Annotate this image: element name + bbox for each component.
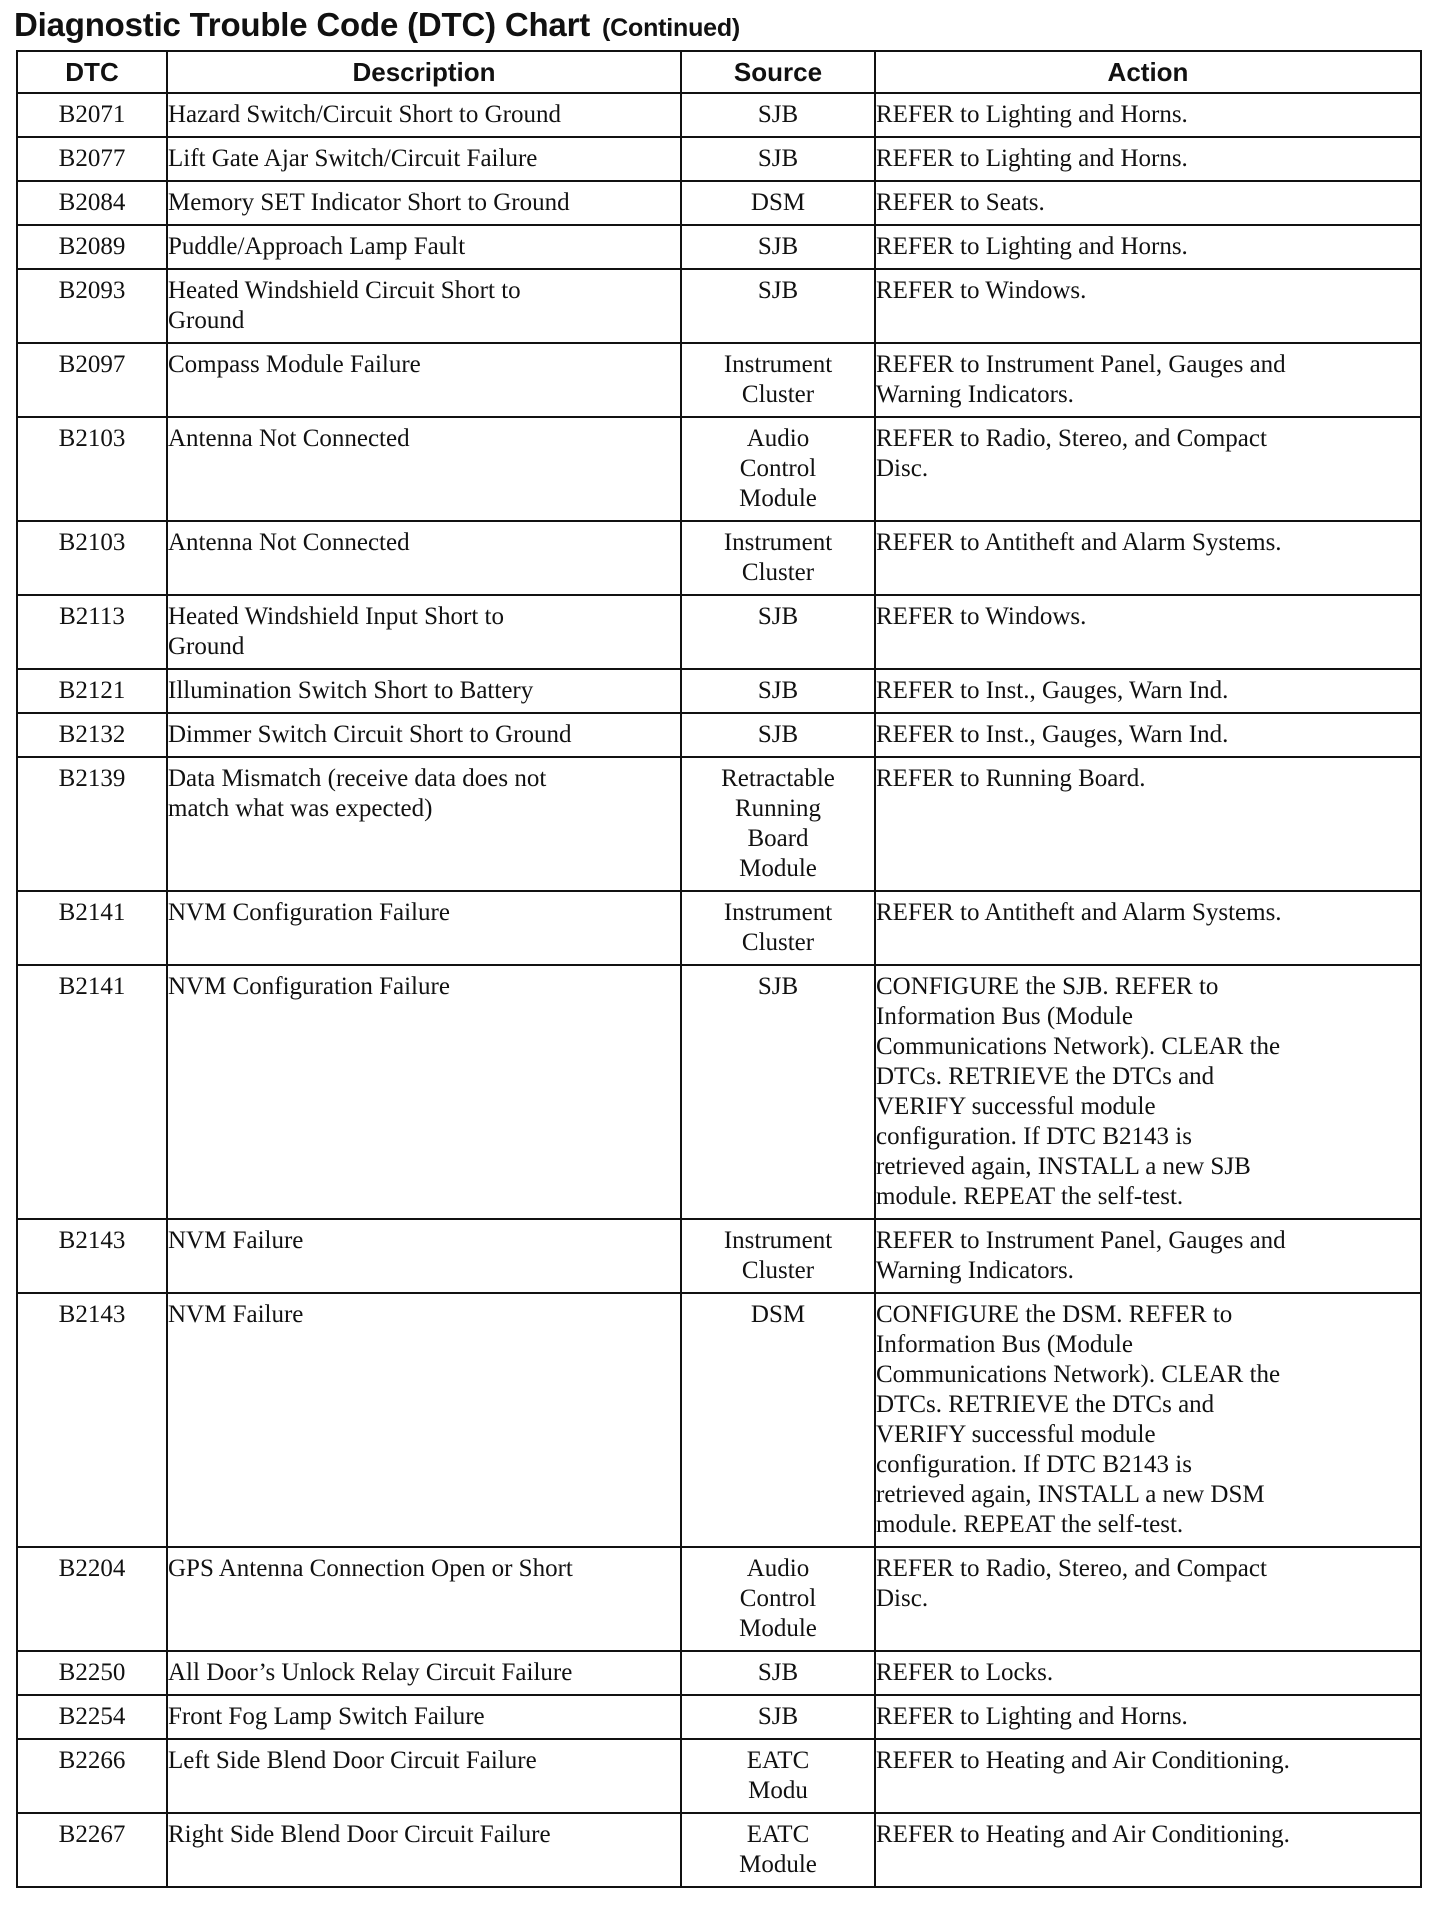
header-source: Source	[681, 51, 875, 93]
action-line: retrieved again, INSTALL a new DSM	[876, 1481, 1265, 1508]
source-line: Module	[739, 485, 817, 512]
action-line: REFER to Instrument Panel, Gauges and	[876, 351, 1286, 378]
source-cell	[681, 1739, 875, 1813]
description-cell	[167, 669, 681, 713]
source-line: Instrument	[723, 529, 833, 556]
source-line: Running	[734, 795, 822, 822]
action-cell	[875, 1813, 1421, 1887]
action-line: REFER to Windows.	[876, 277, 1087, 304]
source-line: SJB	[757, 973, 799, 1000]
dtc-code-cell: B2204	[17, 1547, 167, 1651]
source-cell	[681, 1651, 875, 1695]
description-line: Right Side Blend Door Circuit Failure	[168, 1821, 551, 1848]
description-line: NVM Failure	[168, 1227, 304, 1254]
action-line: REFER to Lighting and Horns.	[876, 101, 1188, 128]
source-cell	[681, 225, 875, 269]
description-cell	[167, 1695, 681, 1739]
action-line: REFER to Antitheft and Alarm Systems.	[876, 529, 1282, 556]
source-cell	[681, 137, 875, 181]
action-line: Information Bus (Module	[876, 1331, 1133, 1358]
table-body	[17, 93, 1421, 1887]
action-line: CONFIGURE the SJB. REFER to	[876, 973, 1219, 1000]
action-cell	[875, 137, 1421, 181]
source-cell	[681, 713, 875, 757]
action-cell	[875, 181, 1421, 225]
description-line: Memory SET Indicator Short to Ground	[168, 189, 570, 216]
table-row	[17, 93, 1421, 137]
action-cell	[875, 225, 1421, 269]
action-cell	[875, 521, 1421, 595]
action-cell	[875, 1739, 1421, 1813]
source-cell	[681, 1695, 875, 1739]
table-row	[17, 1651, 1421, 1695]
source-line: Instrument	[723, 351, 833, 378]
description-line: GPS Antenna Connection Open or Short	[168, 1555, 573, 1582]
description-line: Puddle/Approach Lamp Fault	[168, 233, 466, 260]
description-line: Heated Windshield Circuit Short to	[168, 277, 521, 304]
dtc-code-cell: B2071	[17, 93, 167, 137]
source-line: SJB	[757, 145, 799, 172]
description-line: Lift Gate Ajar Switch/Circuit Failure	[168, 145, 538, 172]
source-line: Cluster	[741, 1257, 815, 1284]
source-line: SJB	[757, 277, 799, 304]
source-cell	[681, 1219, 875, 1293]
dtc-code-cell: B2250	[17, 1651, 167, 1695]
table-row	[17, 417, 1421, 521]
dtc-code-cell: B2084	[17, 181, 167, 225]
description-line: match what was expected)	[168, 795, 433, 822]
action-line: REFER to Lighting and Horns.	[876, 145, 1188, 172]
dtc-code-cell: B2141	[17, 891, 167, 965]
table-row	[17, 521, 1421, 595]
table-row	[17, 1739, 1421, 1813]
source-line: SJB	[757, 101, 799, 128]
action-cell	[875, 1547, 1421, 1651]
action-cell	[875, 417, 1421, 521]
action-line: Warning Indicators.	[876, 381, 1074, 408]
action-line: Information Bus (Module	[876, 1003, 1133, 1030]
action-cell	[875, 1219, 1421, 1293]
source-cell	[681, 1813, 875, 1887]
source-cell	[681, 269, 875, 343]
action-line: REFER to Radio, Stereo, and Compact	[876, 1555, 1267, 1582]
dtc-code-cell: B2132	[17, 713, 167, 757]
action-line: VERIFY successful module	[876, 1093, 1156, 1120]
dtc-code-cell: B2267	[17, 1813, 167, 1887]
description-line: Ground	[168, 307, 245, 334]
source-line: SJB	[757, 1703, 799, 1730]
description-line: Ground	[168, 633, 245, 660]
dtc-code-cell: B2141	[17, 965, 167, 1219]
description-line: Antenna Not Connected	[168, 529, 410, 556]
page-title	[14, 6, 740, 44]
action-line: configuration. If DTC B2143 is	[876, 1451, 1192, 1478]
description-line: Antenna Not Connected	[168, 425, 410, 452]
action-cell	[875, 891, 1421, 965]
action-cell	[875, 93, 1421, 137]
description-cell	[167, 595, 681, 669]
description-cell	[167, 1651, 681, 1695]
source-line: Audio	[746, 425, 810, 452]
source-line: SJB	[757, 603, 799, 630]
source-cell	[681, 343, 875, 417]
action-line: Warning Indicators.	[876, 1257, 1074, 1284]
action-line: REFER to Inst., Gauges, Warn Ind.	[876, 721, 1229, 748]
action-cell	[875, 1695, 1421, 1739]
source-cell	[681, 417, 875, 521]
table-row	[17, 669, 1421, 713]
action-line: CONFIGURE the DSM. REFER to	[876, 1301, 1233, 1328]
action-cell	[875, 669, 1421, 713]
table-row	[17, 1293, 1421, 1547]
table-row	[17, 225, 1421, 269]
description-cell	[167, 225, 681, 269]
description-line: Heated Windshield Input Short to	[168, 603, 504, 630]
source-line: Cluster	[741, 929, 815, 956]
table-row	[17, 269, 1421, 343]
source-line: Module	[739, 1615, 817, 1642]
table-row	[17, 713, 1421, 757]
source-line: DSM	[750, 1301, 806, 1328]
action-line: Communications Network). CLEAR the	[876, 1361, 1281, 1388]
action-line: REFER to Windows.	[876, 603, 1087, 630]
table-row	[17, 181, 1421, 225]
header-dtc: DTC	[17, 51, 167, 93]
description-line: Front Fog Lamp Switch Failure	[168, 1703, 485, 1730]
source-line: Module	[739, 855, 817, 882]
action-line: REFER to Inst., Gauges, Warn Ind.	[876, 677, 1229, 704]
dtc-code-cell: B2097	[17, 343, 167, 417]
action-line: Disc.	[876, 455, 929, 482]
dtc-table	[16, 50, 1422, 1888]
source-cell	[681, 757, 875, 891]
source-line: Cluster	[741, 559, 815, 586]
description-cell	[167, 521, 681, 595]
action-cell	[875, 1651, 1421, 1695]
description-cell	[167, 891, 681, 965]
action-cell	[875, 757, 1421, 891]
source-line: Module	[739, 1851, 817, 1878]
dtc-code-cell: B2113	[17, 595, 167, 669]
header-action: Action	[875, 51, 1421, 93]
table-header-row	[17, 51, 1421, 93]
action-line: REFER to Seats.	[876, 189, 1045, 216]
table-row	[17, 1219, 1421, 1293]
source-line: SJB	[757, 721, 799, 748]
action-line: DTCs. RETRIEVE the DTCs and	[876, 1063, 1215, 1090]
source-cell	[681, 1547, 875, 1651]
dtc-code-cell: B2254	[17, 1695, 167, 1739]
description-cell	[167, 1547, 681, 1651]
description-line: Left Side Blend Door Circuit Failure	[168, 1747, 537, 1774]
action-cell	[875, 595, 1421, 669]
description-cell	[167, 181, 681, 225]
dtc-code-cell: B2077	[17, 137, 167, 181]
action-line: REFER to Radio, Stereo, and Compact	[876, 425, 1267, 452]
source-line: SJB	[757, 677, 799, 704]
source-line: DSM	[750, 189, 806, 216]
description-cell	[167, 713, 681, 757]
source-line: Instrument	[723, 899, 833, 926]
dtc-code-cell: B2143	[17, 1293, 167, 1547]
description-cell	[167, 757, 681, 891]
source-line: Audio	[746, 1555, 810, 1582]
source-cell	[681, 521, 875, 595]
dtc-code-cell: B2103	[17, 417, 167, 521]
action-line: REFER to Antitheft and Alarm Systems.	[876, 899, 1282, 926]
source-line: EATC	[746, 1821, 810, 1848]
table-row	[17, 965, 1421, 1219]
description-line: NVM Configuration Failure	[168, 973, 450, 1000]
action-line: Disc.	[876, 1585, 929, 1612]
action-cell	[875, 269, 1421, 343]
source-cell	[681, 595, 875, 669]
table-row	[17, 137, 1421, 181]
action-line: REFER to Running Board.	[876, 765, 1146, 792]
title-main: Diagnostic Trouble Code (DTC) Chart	[14, 6, 591, 43]
source-line: SJB	[757, 1659, 799, 1686]
description-cell	[167, 269, 681, 343]
source-cell	[681, 93, 875, 137]
description-cell	[167, 93, 681, 137]
dtc-code-cell: B2103	[17, 521, 167, 595]
table-row	[17, 1695, 1421, 1739]
action-line: REFER to Heating and Air Conditioning.	[876, 1747, 1290, 1774]
action-line: module. REPEAT the self-test.	[876, 1183, 1184, 1210]
action-line: configuration. If DTC B2143 is	[876, 1123, 1192, 1150]
header-description: Description	[167, 51, 681, 93]
description-line: NVM Failure	[168, 1301, 304, 1328]
source-line: Control	[739, 455, 817, 482]
table-row	[17, 891, 1421, 965]
source-cell	[681, 181, 875, 225]
action-line: VERIFY successful module	[876, 1421, 1156, 1448]
action-line: REFER to Lighting and Horns.	[876, 1703, 1188, 1730]
dtc-code-cell: B2121	[17, 669, 167, 713]
description-cell	[167, 1293, 681, 1547]
description-cell	[167, 1219, 681, 1293]
dtc-code-cell: B2266	[17, 1739, 167, 1813]
description-cell	[167, 965, 681, 1219]
source-line: Modu	[748, 1777, 808, 1804]
action-cell	[875, 343, 1421, 417]
description-cell	[167, 137, 681, 181]
table-row	[17, 757, 1421, 891]
action-line: REFER to Heating and Air Conditioning.	[876, 1821, 1290, 1848]
source-line: Control	[739, 1585, 817, 1612]
table-row	[17, 1547, 1421, 1651]
action-line: DTCs. RETRIEVE the DTCs and	[876, 1391, 1215, 1418]
source-line: EATC	[746, 1747, 810, 1774]
description-line: Compass Module Failure	[168, 351, 421, 378]
description-cell	[167, 343, 681, 417]
action-line: retrieved again, INSTALL a new SJB	[876, 1153, 1251, 1180]
source-cell	[681, 669, 875, 713]
dtc-code-cell: B2089	[17, 225, 167, 269]
action-cell	[875, 965, 1421, 1219]
source-line: Cluster	[741, 381, 815, 408]
table-row	[17, 595, 1421, 669]
title-continued: (Continued)	[602, 14, 741, 42]
dtc-code-cell: B2093	[17, 269, 167, 343]
table-row	[17, 343, 1421, 417]
dtc-code-cell: B2139	[17, 757, 167, 891]
description-line: Illumination Switch Short to Battery	[168, 677, 534, 704]
source-line: SJB	[757, 233, 799, 260]
description-cell	[167, 1813, 681, 1887]
source-line: Instrument	[723, 1227, 833, 1254]
source-cell	[681, 891, 875, 965]
action-cell	[875, 1293, 1421, 1547]
action-line: Communications Network). CLEAR the	[876, 1033, 1281, 1060]
action-line: REFER to Lighting and Horns.	[876, 233, 1188, 260]
table-row	[17, 1813, 1421, 1887]
source-cell	[681, 965, 875, 1219]
action-line: REFER to Instrument Panel, Gauges and	[876, 1227, 1286, 1254]
description-cell	[167, 417, 681, 521]
action-line: REFER to Locks.	[876, 1659, 1054, 1686]
description-line: Data Mismatch (receive data does not	[168, 765, 547, 792]
source-cell	[681, 1293, 875, 1547]
action-line: module. REPEAT the self-test.	[876, 1511, 1184, 1538]
description-line: Dimmer Switch Circuit Short to Ground	[168, 721, 572, 748]
action-cell	[875, 713, 1421, 757]
description-cell	[167, 1739, 681, 1813]
description-line: NVM Configuration Failure	[168, 899, 450, 926]
description-line: Hazard Switch/Circuit Short to Ground	[168, 101, 561, 128]
dtc-code-cell: B2143	[17, 1219, 167, 1293]
description-line: All Door’s Unlock Relay Circuit Failure	[168, 1659, 573, 1686]
source-line: Board	[747, 825, 809, 852]
source-line: Retractable	[721, 765, 835, 792]
